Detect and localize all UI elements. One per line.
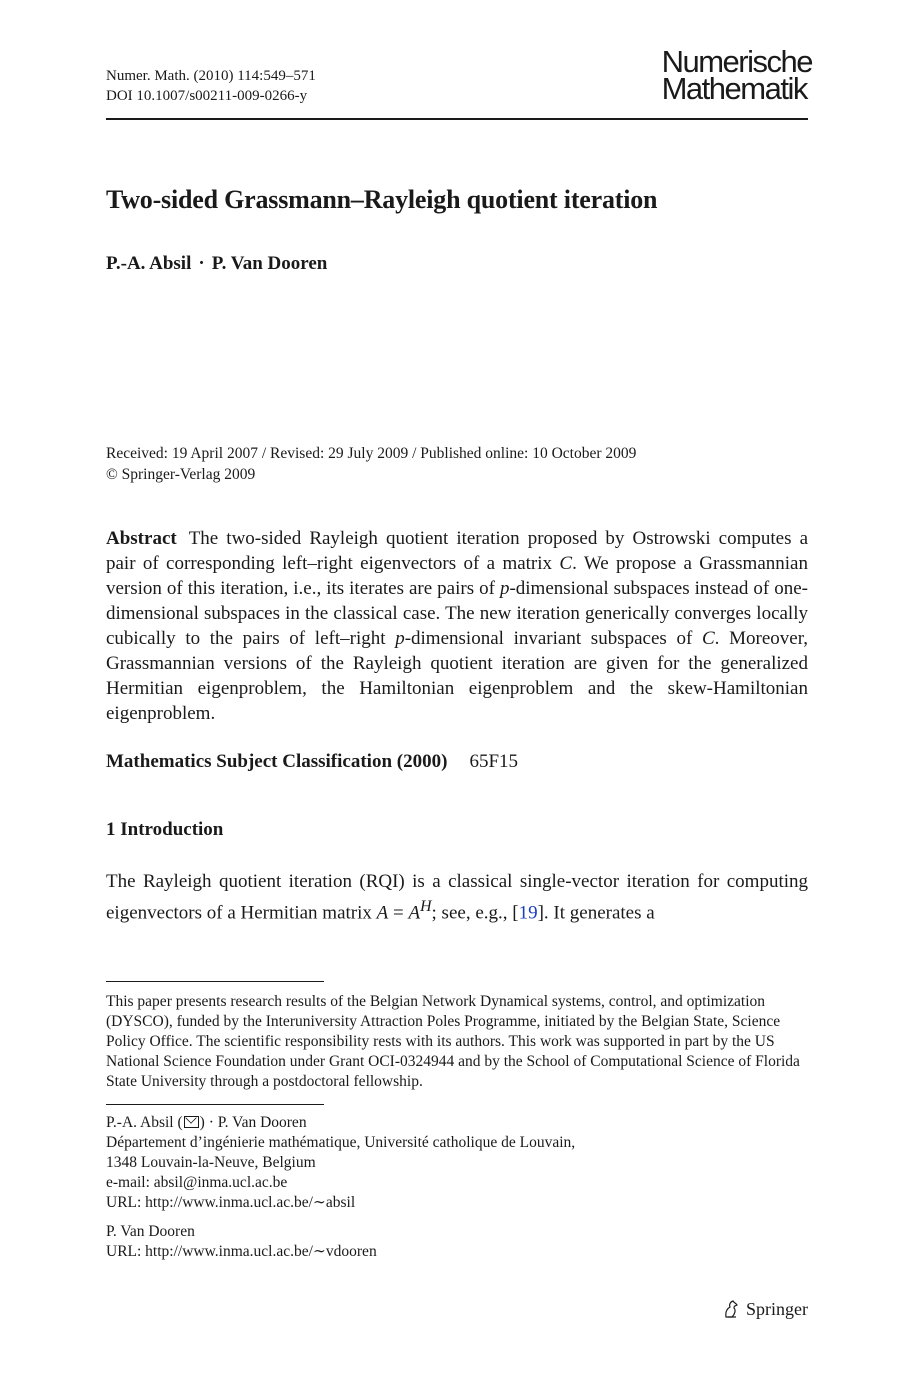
dates-line: Received: 19 April 2007 / Revised: 29 July 2009 / Published online: 10 October 2009 [106,445,637,462]
math-variable: C [701,628,715,649]
affiliation-email[interactable]: e-mail: absil@inma.ucl.ac.be [106,1174,288,1191]
journal-reference [106,66,316,106]
affiliation-url[interactable]: URL: http://www.inma.ucl.ac.be/∼vdooren [106,1243,377,1260]
abstract [106,526,808,726]
math-variable: A [408,902,421,924]
springer-horse-icon [722,1299,740,1319]
author-affiliation [106,1113,575,1213]
body-text: ; see, e.g., [ [431,902,519,924]
paper-title: Two-sided Grassmann–Rayleigh quotient iteration [106,185,658,214]
affiliation-address: 1348 Louvain-la-Neuve, Belgium [106,1154,316,1171]
body-text: The Rayleigh quotient iteration (RQI) is a classical single-vector iteration for computing eigenvectors of a Hermitian matrix [106,871,808,924]
abstract-text: The two-sided Rayleigh quotient iteration proposed by Ostrowski computes a pair of corresponding left–right eigenvectors of a matrix [106,528,808,574]
author-name: P.-A. Absil [106,253,192,274]
footnote-rule [106,981,324,982]
publisher-name: Springer [746,1299,808,1319]
funding-footnote: This paper presents research results of the Belgian Network Dynamical systems, control, and optimization (DYSCO), funded by the Interuniversity Attraction Poles Programme, initiated by the Belgian State, Science Policy Office. The scientific responsibility rests with its authors. This work was supported in part by the US National Science Foundation under Grant OCI-0324944 and by the School of Computational Science of Florida State University through a postdoctoral fellowship. [106,993,800,1090]
author-list [106,253,327,275]
journal-logo [661,44,812,106]
journal-logo-line1: Numerische [661,44,812,79]
abstract-text: -dimensional invariant subspaces of [404,628,702,649]
section-heading: 1 Introduction [106,819,224,840]
doi: DOI 10.1007/s00211-009-0266-y [106,88,308,104]
math-variable: A [376,902,389,924]
math-equals: = [388,902,409,924]
citation: Numer. Math. (2010) 114:549–571 [106,68,316,84]
subject-classification [106,751,518,773]
math-variable: p [499,578,510,599]
abstract-text: . We propose a Grassmannian version of this iteration, i.e., its iterates are pairs of [106,553,808,599]
msc-label: Mathematics Subject Classification (2000) [106,751,448,772]
abstract-text: . Moreover, Grassmannian versions of the Rayleigh quotient iteration are given for the generalized Hermitian eigenproblem, the Hamiltonian eigenproblem and the skew-Hamiltonian eigenproblem. [106,628,809,724]
citation-link[interactable]: 19 [518,902,538,924]
author-separator: · [198,253,205,274]
affiliation-url[interactable]: URL: http://www.inma.ucl.ac.be/∼absil [106,1194,356,1211]
msc-value: 65F15 [469,751,519,772]
header-rule [106,118,808,120]
abstract-label: Abstract [106,528,177,549]
body-text: ]. It generates a [537,902,655,924]
affiliation-department: Département d’ingénierie mathématique, Université catholique de Louvain, [106,1134,576,1151]
math-variable: p [395,628,405,649]
envelope-icon [184,1116,199,1128]
publication-history [106,443,636,485]
copyright-line: © Springer-Verlag 2009 [106,466,256,483]
math-variable: C [559,553,573,574]
math-superscript: H [420,898,432,915]
publisher-logo [722,1299,808,1320]
journal-logo-line2: Mathematik [661,71,807,106]
author-affiliation [106,1222,377,1262]
abstract-text: -dimensional subspaces instead of one-dimensional subspaces in the classical case. The new iteration generically converges locally cubically to the pairs of left–right [106,578,809,649]
author-name: P. Van Dooren [211,253,328,274]
affiliation-name: P. Van Dooren [106,1223,195,1240]
body-paragraph [106,869,808,925]
footnote-rule [106,1104,324,1105]
affiliation-names: P.-A. Absil ( ) · P. Van Dooren [106,1114,307,1131]
